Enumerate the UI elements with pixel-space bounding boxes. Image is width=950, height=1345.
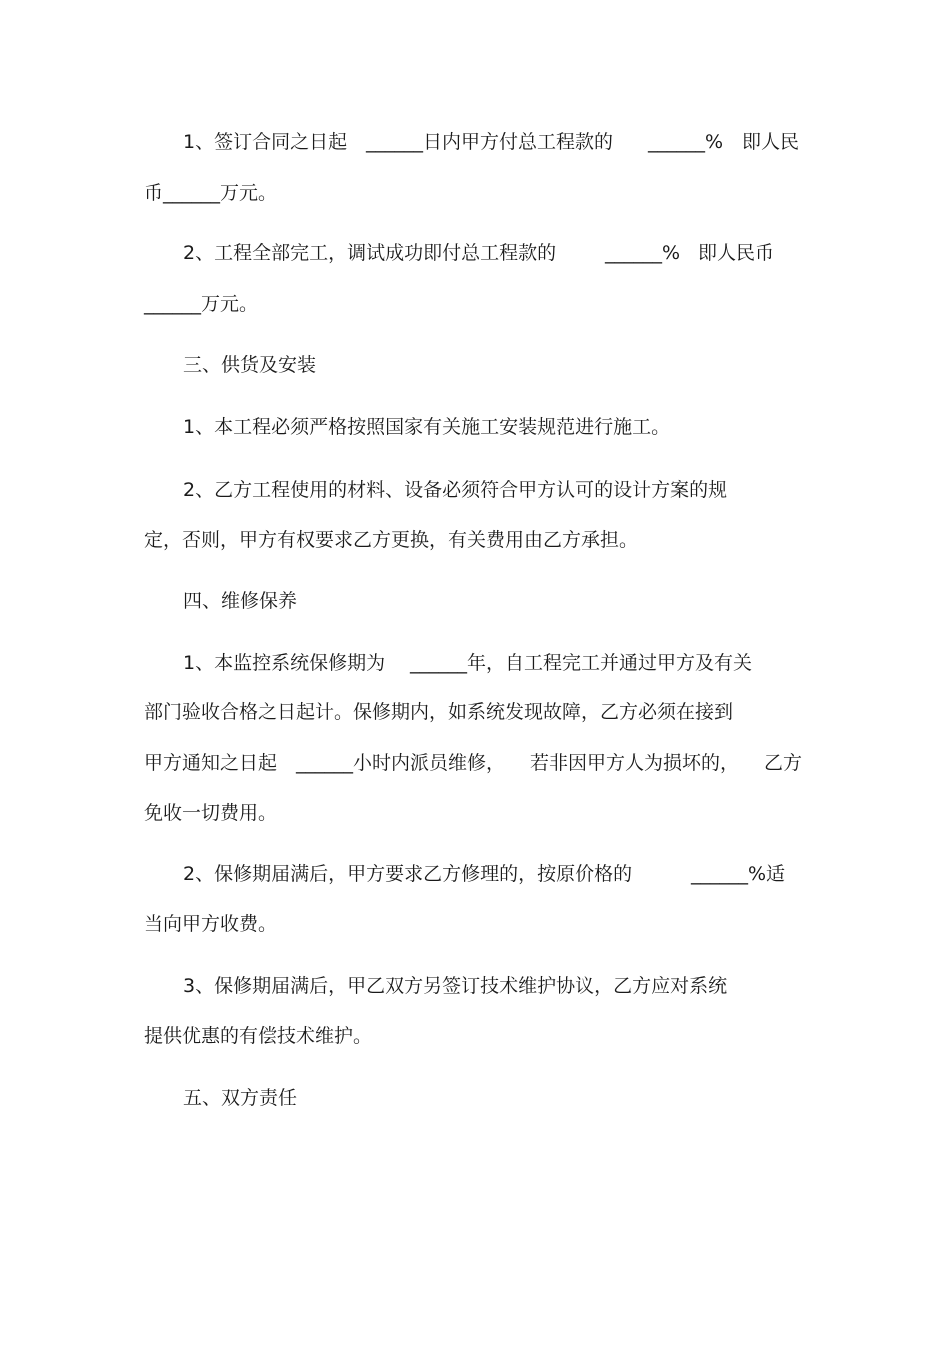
clause-text: ______日内甲方付总工程款的 [366,131,614,153]
clause-text: 免收一切费用。 [144,802,278,824]
paragraph-line [0,859,950,889]
clause-text: 2、保修期届满后，甲方要求乙方修理的，按原价格的 [183,863,633,885]
clause-text: 币______万元。 [144,182,278,204]
paragraph-line [0,798,950,828]
section-heading-text: 五、双方责任 [183,1087,298,1109]
paragraph-line [0,1021,950,1051]
clause-text: 定，否则，甲方有权要求乙方更换，有关费用由乙方承担。 [144,529,639,551]
paragraph-line [0,525,950,555]
paragraph-line [0,697,950,727]
section-heading [0,1083,950,1113]
clause-text: 若非因甲方人为损坏的， [530,752,740,774]
clause-text: ______% [648,131,724,153]
paragraph-line [0,648,950,678]
clause-text: 2、工程全部完工，调试成功即付总工程款的 [183,242,557,264]
clause-text: 部门验收合格之日起计。保修期内，如系统发现故障，乙方必须在接到 [144,701,734,723]
paragraph-line [0,909,950,939]
paragraph-line [0,475,950,505]
clause-text: 当向甲方收费。 [144,913,278,935]
clause-text: 甲方通知之日起 [144,752,278,774]
paragraph-line [0,238,950,268]
paragraph-line [0,971,950,1001]
clause-text: 提供优惠的有偿技术维护。 [144,1025,373,1047]
section-heading-text: 四、维修保养 [183,590,298,612]
clause-text: 乙方 [764,752,803,774]
clause-text: 1、本工程必须严格按照国家有关施工安装规范进行施工。 [183,416,671,438]
clause-text: ______小时内派员维修， [296,752,506,774]
clause-text: 即人民币 [698,242,775,264]
clause-text: ______%适 [691,863,786,885]
clause-text: ______年，自工程完工并通过甲方及有关 [410,652,753,674]
paragraph-line [0,289,950,319]
section-heading [0,350,950,380]
paragraph-line [0,412,950,442]
clause-text: 1、签订合同之日起 [183,131,348,153]
clause-text: 2、乙方工程使用的材料、设备必须符合甲方认可的设计方案的规 [183,479,728,501]
paragraph-line [0,178,950,208]
paragraph-line [0,748,950,778]
clause-text: ______万元。 [144,293,259,315]
paragraph-line [0,127,950,157]
clause-text: ______% [605,242,681,264]
clause-text: 3、保修期届满后，甲乙双方另签订技术维护协议，乙方应对系统 [183,975,728,997]
clause-text: 即人民 [742,131,800,153]
section-heading [0,586,950,616]
clause-text: 1、本监控系统保修期为 [183,652,386,674]
section-heading-text: 三、供货及安装 [183,354,317,376]
